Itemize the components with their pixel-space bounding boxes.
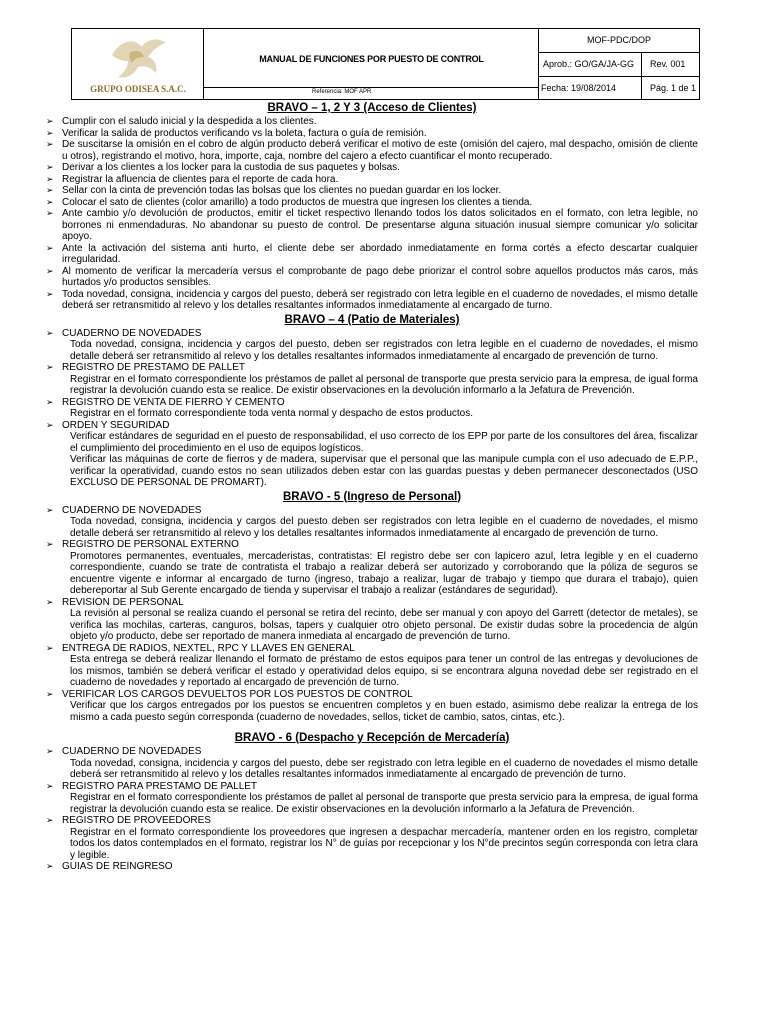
subsection-label: GUIAS DE REINGRESO	[62, 861, 173, 872]
subsection-label: REGISTRO PARA PRESTAMO DE PALLET	[62, 780, 258, 792]
arrow-bullet-icon: ➢	[46, 861, 54, 871]
subsection-heading	[46, 861, 698, 873]
arrow-bullet-icon: ➢	[46, 504, 54, 515]
list-item	[46, 116, 698, 128]
paragraph: La revisión al personal se realiza cuando el personal se retira del recinto, debe ser manual y con apoyo del Garrett (detector de metales), se verifica las mochilas, carteras, canguros, bolsas, tapers y cualquier otro objeto personal. De existir dudas sobre la procedencia de algún objeto y/o producto, debe ser reportado de manera inmediata al encargado de prevención de turno.	[70, 608, 698, 642]
subsection-label: ENTREGA DE RADIOS, NEXTEL, RPC Y LLAVES EN GENERAL	[62, 642, 355, 654]
reference-cell	[204, 88, 539, 99]
arrow-bullet-icon: ➢	[46, 162, 54, 172]
arrow-bullet-icon: ➢	[46, 642, 54, 653]
date-cell	[539, 77, 642, 99]
page-cell	[642, 77, 699, 99]
approval-text: Aprob.: GO/GA/JA-GG	[543, 59, 635, 69]
list-item-text: Cumplir con el saludo inicial y la despedida a los clientes.	[62, 116, 317, 127]
revision-cell	[642, 53, 699, 77]
subsection-heading	[46, 597, 698, 609]
arrow-bullet-icon: ➢	[46, 265, 54, 276]
list-item	[46, 185, 698, 197]
section-title: BRAVO - 5 (Ingreso de Personal)	[282, 490, 462, 503]
arrow-bullet-icon: ➢	[46, 539, 54, 549]
list-item-text: Derivar a los clientes a los locker para la custodia de sus paquetes y bolsas.	[62, 162, 400, 173]
arrow-bullet-icon: ➢	[46, 327, 54, 338]
subsection-label: REVISION DE PERSONAL	[62, 596, 184, 608]
subsection-label: REGISTRO DE PROVEEDORES	[62, 815, 211, 826]
paragraph: Promotores permanentes, eventuales, mercaderistas, contratistas: El registro debe ser con lapicero azul, letra legible y en el cuaderno correspondiente, cuando se trate de contratista el trabajo a realizar deberá ser autorizado y corroborando que la póliza de seguros se encuentre vigente e informar al encargado de turno (ingreso, trabajo a realizar, lugar de trabajo y tiempo que durara el trabajo), quien debereportar al Sub Gerente encargado de tienda y supervisar el trabajo a realizar (estándares de seguridad).	[70, 550, 698, 596]
list-item-text: Verificar la salida de productos verificando vs la boleta, factura o guía de remisión.	[62, 127, 427, 139]
list-item-text: Al momento de verificar la mercadería versus el comprobante de pago debe priorizar el control sobre aquellos productos más caros, más hurtados y/o productos sensibles.	[62, 265, 698, 288]
arrow-bullet-icon: ➢	[46, 116, 54, 126]
subsection-heading	[46, 397, 698, 409]
arrow-bullet-icon: ➢	[46, 288, 54, 299]
subsection-label: REGISTRO DE VENTA DE FIERRO Y CEMENTO	[62, 396, 285, 408]
paragraph: Esta entrega se deberá realizar llenando el formato de préstamo de estos equipos para tener un control de las entregas y devoluciones de los mismos, también se deberá verificar el estado y operatividad delos equipo, si se encontrara alguna novedad debe ser registrado en el cuaderno de novedades y reportado al encargado de prevención de turno.	[70, 654, 698, 688]
subsection-heading	[46, 539, 698, 551]
subsection-heading	[46, 643, 698, 655]
list-item	[46, 174, 698, 186]
section-list	[46, 116, 698, 312]
paragraph: Toda novedad, consigna, incidencia y cargos del puesto deben ser registrados con letra legible en el cuaderno de novedades, el mismo detalle deberá ser retransmitido al relevo y los detalles resaltantes informados inmediatamente al encargado de prevención de turno.	[70, 516, 698, 539]
subsection-heading	[46, 781, 698, 793]
list-item	[46, 208, 698, 243]
paragraph: Verificar estándares de seguridad en el puesto de responsabilidad, el uso correcto de los EPP por parte de los consultores del área, fiscalizar el cumplimiento del procedimiento en el uso de equipos logísticos.	[70, 431, 698, 454]
paragraph: Registrar en el formato correspondiente los proveedores que ingresen a despachar mercadería, mantener orden en los registro, completar todos los datos contemplados en el formato, registrar los N° de guías por recepcionar y los N°de precintos según corresponda con letra clara y legible.	[70, 826, 698, 861]
arrow-bullet-icon: ➢	[46, 185, 54, 195]
list-item-text: Colocar el sato de clientes (color amarillo) a todo productos de muestra que ingresen los clientes a tienda.	[62, 196, 533, 208]
list-item	[46, 197, 698, 209]
document-header	[71, 28, 700, 100]
subsection-label: CUADERNO DE NOVEDADES	[62, 327, 202, 339]
list-item	[46, 128, 698, 140]
reference-text: Referencia: MOF APR	[312, 89, 372, 95]
list-item	[46, 266, 698, 289]
list-item	[46, 139, 698, 162]
subsection-heading	[46, 505, 698, 517]
revision-text: Rev. 001	[650, 59, 686, 69]
arrow-bullet-icon: ➢	[46, 208, 54, 218]
arrow-bullet-icon: ➢	[46, 173, 54, 184]
section-title: BRAVO – 4 (Patio de Materiales)	[284, 313, 460, 326]
paragraph: Verificar que los cargos entregados por los puestos se encuentren completos y en buen estado, asimismo debe realizar la entrega de los mismo a cada puesto según corresponda (cuaderno de novedades, sellos, ticket de cambio, satos, cintas, etc.).	[70, 700, 698, 723]
company-name: GRUPO ODISEA S.A.C.	[90, 84, 186, 94]
list-item	[46, 162, 698, 174]
subsection-heading	[46, 689, 698, 701]
document-body	[46, 100, 698, 873]
subsection-heading	[46, 420, 698, 432]
eagle-logo-icon	[108, 35, 168, 81]
list-item	[46, 289, 698, 312]
list-item-text: De suscitarse la omisión en el cobro de algún producto deberá verificar el motivo de este (omisión del cajero, mal despacho, omisión de cliente u otros), registrando el motivo, hora, importe, caja, nombre del cajero a efecto cuantificar el monto recuperado.	[62, 139, 698, 162]
subsection-heading	[46, 815, 698, 827]
arrow-bullet-icon: ➢	[46, 746, 54, 756]
arrow-bullet-icon: ➢	[46, 596, 54, 607]
arrow-bullet-icon: ➢	[46, 242, 54, 253]
paragraph: Toda novedad, consigna, incidencia y cargos del puesto, debe ser registrado con letra legible en el cuaderno de novedades el mismo detalle deberá ser retransmitido al relevo y los detalles resaltantes informados inmediatamente al encargado de prevención de turno.	[70, 757, 698, 780]
logo-cell	[72, 29, 204, 99]
arrow-bullet-icon: ➢	[46, 196, 54, 207]
approval-cell	[539, 53, 642, 77]
paragraph: Registrar en el formato correspondiente toda venta normal y despacho de estos productos.	[70, 408, 474, 419]
subsection-label: REGISTRO DE PERSONAL EXTERNO	[62, 539, 239, 550]
paragraph: Registrar en el formato correspondiente los préstamos de pallet al personal de transporte que presta servicio para la empresa, de igual forma registrar la devolución cuando esta se realice. De existir observaciones en la devolución informarlo a la Jefatura de Prevención.	[70, 792, 698, 815]
arrow-bullet-icon: ➢	[46, 688, 54, 699]
list-item	[46, 243, 698, 266]
arrow-bullet-icon: ➢	[46, 139, 54, 149]
document-code: MOF-PDC/DOP	[587, 35, 651, 45]
list-item-text: Ante la activación del sistema anti hurto, el cliente debe ser abordado inmediatamente en forma cortés a efecto descartar cualquier irregularidad.	[62, 242, 698, 265]
section-title: BRAVO – 1, 2 Y 3 (Acceso de Clientes)	[267, 102, 477, 114]
list-item-text: Ante cambio y/o devolución de productos, emitir el ticket respectivo llenando todos los datos solicitados en el formato, con letra legible, no borrones ni enmendaduras. No abandonar su puesto de control. De presentarse alguna situación inusual siempre comunicar y/o solicitar apoyo.	[62, 208, 698, 242]
subsection-heading	[46, 746, 698, 758]
subsection-label: CUADERNO DE NOVEDADES	[62, 504, 202, 516]
subsection-heading	[46, 362, 698, 374]
list-item-text: Toda novedad, consigna, incidencia y cargos del puesto, deberá ser registrado con letra legible en el cuaderno de novedades, el mismo detalle deberá ser retransmitido al relevo y los detalles resaltantes informados inmediatamente al encargado de turno.	[62, 288, 698, 311]
arrow-bullet-icon: ➢	[46, 780, 54, 791]
subsection-label: CUADERNO DE NOVEDADES	[62, 746, 202, 757]
arrow-bullet-icon: ➢	[46, 419, 54, 430]
code-cell	[539, 29, 699, 53]
arrow-bullet-icon: ➢	[46, 815, 54, 825]
list-item-text: Sellar con la cinta de prevención todas las bolsas que los clientes no puedan guardar en los locker.	[62, 185, 502, 196]
paragraph: Toda novedad, consigna, incidencia y cargos del puesto, deben ser registrados con letra legible en el cuaderno de novedades, el mismo detalle deberá ser retransmitido al relevo y los detalles resaltantes informados inmediatamente al encargado de prevención de turno.	[70, 339, 698, 362]
paragraph: Verificar las máquinas de corte de fierros y de madera, supervisar que el personal que las manipule cumpla con el uso adecuado de E.P.P., verificar la operatividad, cuando estos no sean utilizados deben estar con las guardas puestas y deben permanecer desconectados (USO EXCLUSO DE PERSONAL DE PROMART).	[70, 454, 698, 488]
subsection-label: REGISTRO DE PRESTAMO DE PALLET	[62, 362, 245, 373]
subsection-label: VERIFICAR LOS CARGOS DEVUELTOS POR LOS PUESTOS DE CONTROL	[62, 688, 413, 700]
title-cell	[204, 29, 539, 88]
arrow-bullet-icon: ➢	[46, 127, 54, 138]
arrow-bullet-icon: ➢	[46, 396, 54, 407]
subsection-heading	[46, 328, 698, 340]
list-item-text: Registrar la afluencia de clientes para el reporte de cada hora.	[62, 173, 339, 185]
page-number: Pág. 1 de 1	[650, 83, 697, 93]
manual-title: MANUAL DE FUNCIONES POR PUESTO DE CONTROL	[259, 54, 484, 64]
subsection-label: ORDEN Y SEGURIDAD	[62, 419, 170, 431]
section-title: BRAVO - 6 (Despacho y Recepción de Mercadería)	[234, 732, 510, 744]
arrow-bullet-icon: ➢	[46, 362, 54, 372]
date-text: Fecha: 19/08/2014	[541, 83, 617, 93]
paragraph: Registrar en el formato correspondiente los préstamos de pallet al personal de transporte que presta servicio para la empresa, de igual forma registrar la devolución cuando esta se realice. De existir observaciones en la devolución informarlo a la Jefatura de Prevención.	[70, 373, 698, 396]
